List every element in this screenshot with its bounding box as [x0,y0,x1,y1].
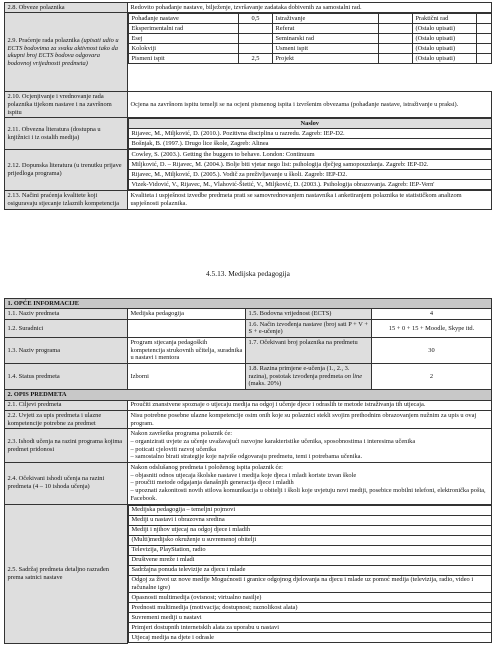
desc-label: 2.5. Sadržaj predmeta detaljno razrađen prema satnici nastave [5,504,128,643]
content-row [129,505,492,515]
activity-name: Praktični rad [413,14,477,24]
info-value: 2 [372,364,492,390]
content-topic: Utjecaj medija na djete i odrasle [129,633,492,643]
info-label: 1.4. Status predmeta [5,364,128,390]
row-text: Redovito pohađanje nastave, bilježenje, izvršavanje zadataka dobivenih za samostalni rad. [128,3,492,13]
info-value: Program stjecanja pedagoških kompetencija strukovnih učitelja, suradnika u nastavi i mentora [128,338,246,364]
section-title: 2. OPIS PREDMETA [5,390,492,400]
activity-ects: 0,5 [239,14,273,24]
desc-text: Nisu potrebne posebne ulazne kompetencije osim onih koje su polaznici stekli svojim prethodnim obrazovanjem nužnim za upis u ovaj program. [128,410,492,428]
content-topic: Mediji u nastavi i obrazovna sredina [129,515,492,525]
activity-name: Istraživanje [273,14,379,24]
row-2-5 [5,504,492,643]
row-2-8 [5,3,492,13]
activity-name: (Ostalo upisati) [413,34,477,44]
desc-line: Nakon završetka programa polaznik će: [130,429,232,437]
section-caption: 4.5.13. Medijska pedagogija [206,269,290,278]
activity-row [129,54,492,64]
supplementary-literature-list [128,149,492,190]
activity-ects [477,34,492,44]
info-label: 1.1. Naziv predmeta [5,309,128,319]
row-2-4 [5,462,492,504]
content-row [129,515,492,525]
activity-name: Kolokviji [129,44,239,54]
literature-item: Cowley, S. (2003.). Getting the buggers to behave. London: Continuum [129,150,492,160]
info-label-max: (maks. 20%) [248,380,282,388]
info-label-online: on line [344,372,363,380]
activity-grid-cell [128,13,492,92]
content-topic: Opasnosti multimedija (ovisnost; virtualno nasilje) [129,593,492,603]
activity-ects [239,34,273,44]
content-topic: Suvremeni mediji u nastavi [129,613,492,623]
activity-name: Usmeni ispit [273,44,379,54]
content-topic: Prednosti multimedija (motivacija; dostupnost; raznolikost alata) [129,603,492,613]
content-row [129,555,492,565]
content-row [129,575,492,593]
activity-name: Referat [273,24,379,34]
content-row [129,535,492,545]
desc-text: Proučiti znanstvene spoznaje o utjecaju medija na odgoj i učenje djece i odraslih te metode istraživanja tih utjecaja. [128,400,492,410]
content-row [129,613,492,623]
info-label: 1.7. Očekivani broj polaznika na predmetu [246,338,372,364]
literature-item: Rijavec, M., Miljković, D. (2005.). Vodič za preživljavanje u školi. Zagreb: IEP-D2. [129,170,492,180]
desc-line: Nakon odslušanog predmeta i položenog ispita polaznik će: [130,463,283,471]
content-topic: Televizija, PlayStation, radio [129,545,492,555]
desc-label: 2.1. Ciljevi predmeta [5,400,128,410]
info-value: Izborni [128,364,246,390]
content-row [129,633,492,643]
activity-ects [477,14,492,24]
activity-name: Projekt [273,54,379,64]
supplementary-literature-cell [128,149,492,191]
desc-line: – proučiti metode odgajanja današnjih generacija djece i mladih [130,479,294,487]
info-label: 1.5. Bodovna vrijednost (ECTS) [246,309,372,319]
desc-label: 2.2. Uvjeti za upis predmeta i ulazne kompetencije potrebne za predmet [5,410,128,428]
activity-ects [379,54,413,64]
literature-cell [128,118,492,150]
activity-ects [379,14,413,24]
literature-item: Miljković, D. – Rijavec, M. (2004.). Bolje biti vjetar nego list: psihologija dječjeg samopouzdanja. Zagreb: IEP-D2. [129,160,492,170]
row-1-1 [5,309,492,319]
activity-row [129,14,492,24]
activity-name: Seminarski rad [273,34,379,44]
row-2-13 [5,191,492,209]
row-2-3 [5,429,492,463]
activity-ects [477,24,492,34]
row-label: 2.12. Dopunska literatura (u trenutku prijave prijedloga programa) [5,149,128,191]
desc-line: – samostalno birati strategije koje najviše odgovaraju predmetu, temi i potrebama učenika. [130,453,363,461]
literature-item: Bošnjak, B. (1997.). Drugo lice škole, Zagreb: Alinea [129,139,492,149]
desc-line: – organizirati uvjete za učenje uvažavajući razvojne karakteristike učenika, sposobnostima i interesima učenika [130,437,416,445]
activity-grid [128,13,492,64]
section-1-header [5,299,492,309]
content-row [129,593,492,603]
content-topic: Mediji i njihov utjecaj na odgoj djece i mladih [129,525,492,535]
activity-ects [379,34,413,44]
row-label [5,13,128,92]
content-topic: Medijska pedagogija – temeljni pojmovi [129,505,492,515]
row-label: 2.8. Obveze polaznika [5,3,128,13]
info-value [128,319,246,337]
info-label: 1.2. Suradnici [5,319,128,337]
desc-line: – poticati cjeloviti razvoj učenika [130,445,217,453]
row-label-note: (upisati udio u ECTS bodovima za svaku aktivnost tako da ukupni broj ECTS bodova odgovara bodovnoj vrijednosti predmeta) [7,36,119,68]
row-text: Ocjena na završnom ispitu temelji se na ocjeni pismenog ispita i izvršenim obvezama (pohađanje nastave, istraživanje u praksi). [128,92,492,118]
row-label-main: 2.9. Praćenje rada polaznika [7,36,80,44]
literature-item: Rijavec, M., Miljković, D. (2010.). Pozitivna disciplina u razredu. Zagreb: IEP-D2. [129,129,492,139]
info-label: 1.6. Način izvođenja nastave (broj sati P + V + S + e-učenje) [246,319,372,337]
row-2-2 [5,410,492,428]
row-2-11 [5,118,492,150]
row-text: Kvaliteta i uspješnost izvedbe predmeta prati se samovrednovanjem nastavnika i anketiranjem polaznika te statističkom analizom uspješnosti polaznika. [128,191,492,209]
content-row [129,565,492,575]
desc-label: 2.3. Ishodi učenja na razini programa kojima predmet pridonosi [5,429,128,463]
content-list-cell [128,504,492,643]
info-label-text: 1.8. Razina primjene e-učenja (1., 2., 3. razina), postotak izvođenja predmeta [248,364,350,380]
literature-header: Naslov [129,119,492,129]
desc-line: – objasniti odnos utjecaja školske nastave i medija koje djeca i mladi koriste izvan škole [130,471,357,479]
activity-row [129,44,492,54]
info-label [246,364,372,390]
desc-label: 2.4. Očekivani ishodi učenja na razini predmeta (4 – 10 ishoda učenja) [5,462,128,504]
course-info-table [4,298,492,644]
row-1-3 [5,338,492,364]
desc-line: – upoznati zakonitosti novih stilova komunikacija u obitelji i školi koje uvjetuju novi mediji, posebice mobilni telefoni, elektronička pošta, Facebook. [130,487,486,503]
activity-name: (Ostalo upisati) [413,54,477,64]
literature-item: Vizek-Vidović, V., Rijavec, M., Vlahović-Štetić, V., Miljković, D. (2003.). Psihologija obrazovanja. Zagreb: IEP-Vern' [129,180,492,190]
content-row [129,603,492,613]
desc-text [128,429,492,463]
content-row [129,623,492,633]
section-2-header [5,390,492,400]
row-label: 2.10. Ocjenjivanje i vrednovanje rada polaznika tijekom nastave i na završnom ispitu [5,92,128,118]
literature-list [128,118,492,149]
activity-ects: 2,5 [239,54,273,64]
course-description-table-continued [4,2,492,210]
activity-ects [477,54,492,64]
activity-ects [379,44,413,54]
info-label: 1.3. Naziv programa [5,338,128,364]
row-2-1 [5,400,492,410]
row-label: 2.13. Načini praćenja kvalitete koji osiguravaju stjecanje izlaznih kompetencija [5,191,128,209]
row-2-10 [5,92,492,118]
content-topic: (Multi)medijsko okruženje u suvremenoj obitelji [129,535,492,545]
activity-ects [477,44,492,54]
content-topic: Odgoj za život uz nove medije Mogućnosti i granice odgojnog djelovanja na djecu i mlade uz pomoć medija (televizija, radio, video i računalne igre) [129,575,492,593]
row-2-9 [5,13,492,92]
desc-text [128,462,492,504]
info-value: 4 [372,309,492,319]
info-value: 15 + 0 + 15 + Moodle, Skype itd. [372,319,492,337]
activity-ects [379,24,413,34]
content-topic: Primjeri dostupnih internetskih alata za uporabu u nastavi [129,623,492,633]
info-value: Medijska pedagogija [128,309,246,319]
row-1-2 [5,319,492,337]
content-row [129,525,492,535]
activity-name: (Ostalo upisati) [413,24,477,34]
activity-ects [239,24,273,34]
row-label: 2.11. Obvezna literatura (dostupna u knjižnici i iz ostalih medija) [5,118,128,150]
activity-ects [239,44,273,54]
section-title: 1. OPĆE INFORMACIJE [5,299,492,309]
activity-row [129,24,492,34]
activity-name: (Ostalo upisati) [413,44,477,54]
activity-row [129,34,492,44]
info-value: 30 [372,338,492,364]
content-list [128,505,492,644]
row-2-12 [5,149,492,191]
activity-name: Esej [129,34,239,44]
content-topic: Društvene mreže i mladi [129,555,492,565]
activity-name: Eksperimentalni rad [129,24,239,34]
activity-name: Pismeni ispit [129,54,239,64]
row-1-4 [5,364,492,390]
activity-name: Pohađanje nastave [129,14,239,24]
content-topic: Sadržajna ponuda televizije za djecu i mlade [129,565,492,575]
content-row [129,545,492,555]
